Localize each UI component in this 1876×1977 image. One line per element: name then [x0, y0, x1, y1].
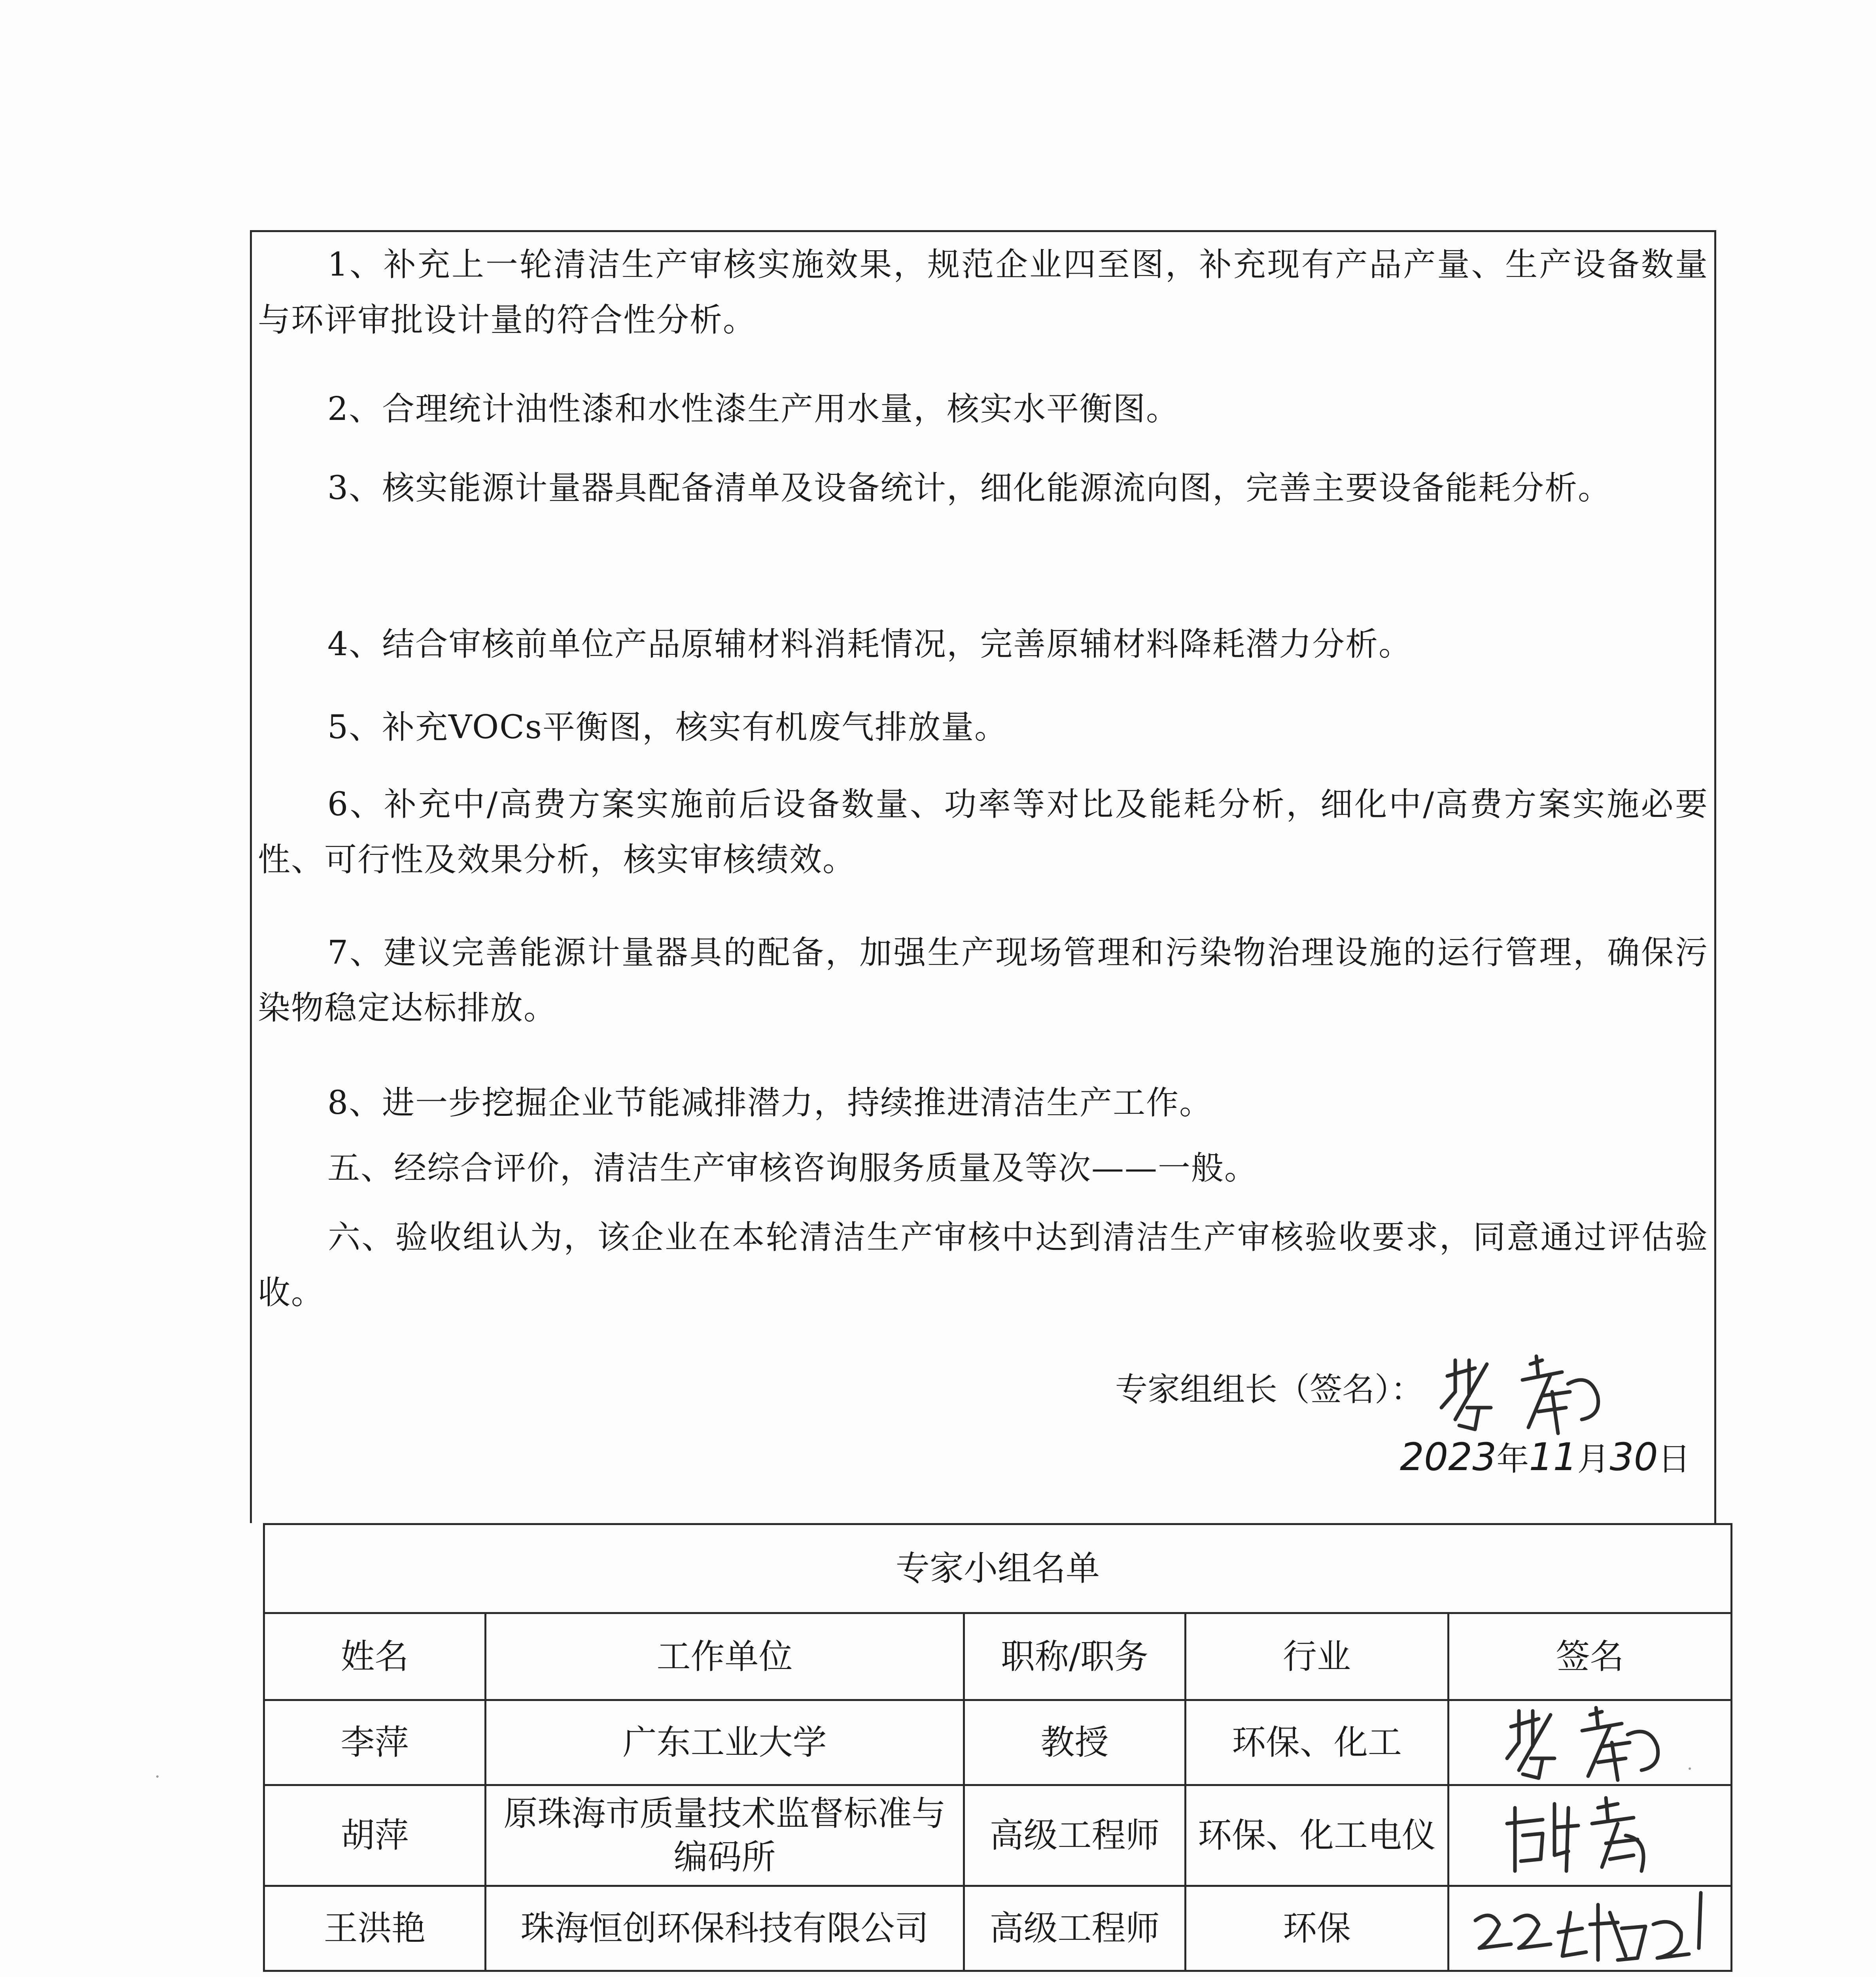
- opinion-paragraph-3: 3、核实能源计量器具配备清单及设备统计，细化能源流向图，完善主要设备能耗分析。: [327, 469, 1611, 507]
- opinion-paragraph-1: 1、补充上一轮清洁生产审核实施效果，规范企业四至图，补充现有产品产量、生产设备数量与环评审批设计量的符合性分析。: [258, 246, 1708, 339]
- header-industry: 行业: [1186, 1613, 1449, 1700]
- expert-table-header-row: [264, 1613, 1732, 1700]
- expert-name: 李萍: [264, 1700, 486, 1785]
- expert-unit: 广东工业大学: [486, 1700, 964, 1785]
- expert-title: 教授: [964, 1700, 1186, 1785]
- expert-industry: 环保、化工: [1186, 1700, 1449, 1785]
- table-row: [264, 1785, 1732, 1886]
- opinion-paragraph-5: 5、补充VOCs平衡图，核实有机废气排放量。: [327, 709, 1008, 746]
- signature-image-2: [1499, 1792, 1681, 1879]
- expert-table-title: 专家小组名单: [264, 1524, 1732, 1613]
- opinion-paragraph-9: 五、经综合评价，清洁生产审核咨询服务质量及等次——一般。: [327, 1149, 1258, 1187]
- expert-name: 胡萍: [264, 1785, 486, 1886]
- expert-title: 高级工程师: [964, 1886, 1186, 1971]
- expert-unit: 珠海恒创环保科技有限公司: [486, 1886, 964, 1971]
- expert-unit: 原珠海市质量技术监督标准与编码所: [486, 1785, 964, 1886]
- table-row: [264, 1700, 1732, 1785]
- chief-expert-signature-label: 专家组组长（签名）：: [1115, 1371, 1424, 1408]
- opinion-paragraph-10: 六、验收组认为，该企业在本轮清洁生产审核中达到清洁生产审核验收要求，同意通过评估验收。: [258, 1219, 1708, 1312]
- signature-image-1: [1499, 1703, 1681, 1782]
- signature-image-3: [1468, 1889, 1713, 1968]
- header-unit: 工作单位: [486, 1613, 964, 1700]
- opinion-paragraph-4: 4、结合审核前单位产品原辅材料消耗情况，完善原辅材料降耗潜力分析。: [327, 626, 1412, 663]
- opinion-paragraph-2: 2、合理统计油性漆和水性漆生产用水量，核实水平衡图。: [327, 390, 1180, 428]
- expert-industry: 环保: [1186, 1886, 1449, 1971]
- opinion-paragraph-7: 7、建议完善能源计量器具的配备，加强生产现场管理和污染物治理设施的运行管理，确保污染物稳定达标排放。: [258, 934, 1708, 1027]
- expert-signature: [1449, 1785, 1732, 1886]
- expert-signature: [1449, 1700, 1732, 1785]
- expert-title: 高级工程师: [964, 1785, 1186, 1886]
- expert-name: 王洪艳: [264, 1886, 486, 1971]
- expert-industry: 环保、化工电仪: [1186, 1785, 1449, 1886]
- header-signature: 签名: [1449, 1613, 1732, 1700]
- scan-speck: [1689, 1767, 1691, 1770]
- signoff-date: 2023年11月30日: [1400, 1435, 1691, 1479]
- header-name: 姓名: [264, 1613, 486, 1700]
- expert-signature: [1449, 1886, 1732, 1971]
- opinion-paragraph-8: 8、进一步挖掘企业节能减排潜力，持续推进清洁生产工作。: [327, 1084, 1213, 1122]
- scan-speck: [156, 1775, 159, 1778]
- opinion-paragraph-6: 6、补充中/高费方案实施前后设备数量、功率等对比及能耗分析，细化中/高费方案实施必要性、可行性及效果分析，核实审核绩效。: [258, 786, 1708, 879]
- header-title: 职称/职务: [964, 1613, 1186, 1700]
- table-row: [264, 1886, 1732, 1971]
- expert-panel-table: [263, 1523, 1732, 1972]
- chief-expert-signature-image: [1432, 1348, 1653, 1435]
